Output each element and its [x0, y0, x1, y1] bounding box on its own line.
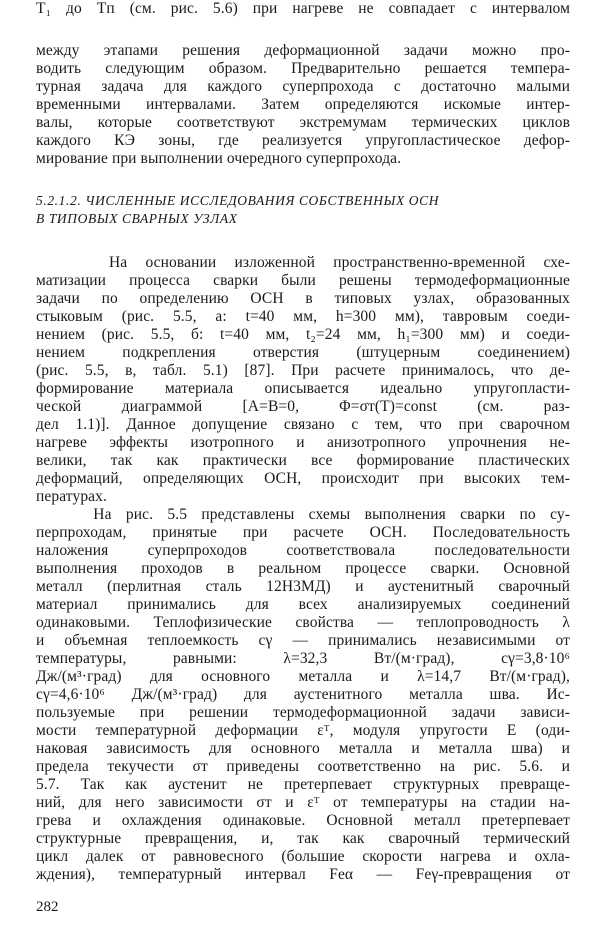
- section-heading-line: 5.2.1.2. ЧИСЛЕННЫЕ ИССЛЕДОВАНИЯ СОБСТВЕННЫХ ОСН: [36, 193, 440, 208]
- text-line: валы, которые соответствуют экстремумам термических циклов: [36, 114, 570, 131]
- text-line: 5.7. Так как аустенит не претерпевает структурных превраще-: [36, 776, 570, 793]
- text-line: пературах.: [36, 488, 107, 505]
- text-line: T₁ до Tп (см. рис. 5.6) при нагреве не совпадает с интервалом: [36, 0, 570, 17]
- text-line: между этапами решения деформационной задачи можно про-: [36, 42, 570, 59]
- text-line: дел 1.1)]. Данное допущение связано с тем, что при сварочном: [36, 416, 570, 433]
- text-line: нагреве эффекты изотропного и анизотропного упрочнения не-: [36, 434, 570, 451]
- text-line: (рис. 5.5, в, табл. 5.1) [87]. При расчете принималось, что де-: [36, 362, 570, 379]
- text-line: выполнения проходов в реальном процессе сварки. Основной: [36, 560, 570, 577]
- text-line: нением подкрепления отверстия (штуцерным соединением): [36, 344, 570, 361]
- text-line: материал принимались для всех анализируемых соединений: [36, 596, 570, 613]
- text-line: грева и охлаждения одинаковые. Основной металл претерпевает: [36, 812, 570, 829]
- text-line: стыковым (рис. 5.5, а: t=40 мм, h=300 мм), тавровым соеди-: [36, 308, 570, 325]
- text-line: металл (перлитная сталь 12Н3МД) и аустенитный сварочный: [36, 578, 570, 595]
- text-line: пользуемые при решении термодеформационной задачи зависи-: [36, 704, 570, 721]
- text-line: велики, так как практически все формирование пластических: [36, 452, 570, 469]
- text-line: предела текучести σт приведены соответственно на рис. 5.6. и: [36, 758, 570, 775]
- text-line: нением (рис. 5.5, б: t=40 мм, t₂=24 мм, h₁=300 мм) и соеди-: [36, 326, 570, 343]
- text-line: мости температурной деформации εᵀ, модуля упругости E (оди-: [36, 722, 570, 739]
- text-line: На основании изложенной пространственно-временной схе-: [36, 254, 570, 271]
- text-line: матизации процесса сварки были решены термодеформационные: [36, 272, 570, 289]
- text-line: ний, для него зависимости σт и εᵀ от температуры на стадии на-: [36, 794, 570, 811]
- text-line: температуры, равными: λ=32,3 Вт/(м·град), cγ=3,8·10⁶: [36, 650, 570, 667]
- text-line: и объемная теплоемкость cγ — принимались независимыми от: [36, 632, 570, 649]
- page-number: 282: [36, 899, 59, 915]
- text-line: мирование при выполнении очередного суперпрохода.: [36, 150, 402, 167]
- text-line: наковая зависимость для основного металла и металла шва) и: [36, 740, 570, 757]
- text-line: водить следующим образом. Предварительно решается темпера-: [36, 60, 570, 77]
- text-line: cγ=4,6·10⁶ Дж/(м³·град) для аустенитного металла шва. Ис-: [36, 686, 570, 703]
- text-line: временными интервалами. Затем определяются искомые интер-: [36, 96, 570, 113]
- section-heading-line: В ТИПОВЫХ СВАРНЫХ УЗЛАХ: [36, 211, 238, 226]
- text-line: турная задача для каждого суперпрохода с достаточно малыми: [36, 78, 570, 95]
- text-line: наложения суперпроходов соответствовала последовательности: [36, 542, 570, 559]
- text-line: формирование материала описывается идеально упругопласти-: [36, 380, 570, 397]
- text-line: задачи по определению ОСН в типовых узлах, образованных: [36, 290, 570, 307]
- text-line: структурные превращения, и, так как сварочный термический: [36, 830, 570, 847]
- text-line: На рис. 5.5 представлены схемы выполнения сварки по су-: [36, 506, 570, 523]
- text-line: каждого КЭ зоны, где реализуется упругопластическое дефор-: [36, 132, 570, 149]
- text-line: ческой диаграммой [A=B=0, Φ=σт(T)=const (см. раз-: [36, 398, 570, 415]
- text-line: перпроходам, принятые при расчете ОСН. Последовательность: [36, 524, 570, 541]
- text-line: одинаковыми. Теплофизические свойства — теплопроводность λ: [36, 614, 570, 631]
- text-line: ждения), температурный интервал Feα — Feγ-превращения от: [36, 866, 570, 883]
- text-line: цикл далек от равновесного (большие скорости нагрева и охла-: [36, 848, 570, 865]
- text-line: деформаций, определяющих ОСН, происходит при высоких тем-: [36, 470, 570, 487]
- text-line: Дж/(м³·град) для основного металла и λ=14,7 Вт/(м·град),: [36, 668, 570, 685]
